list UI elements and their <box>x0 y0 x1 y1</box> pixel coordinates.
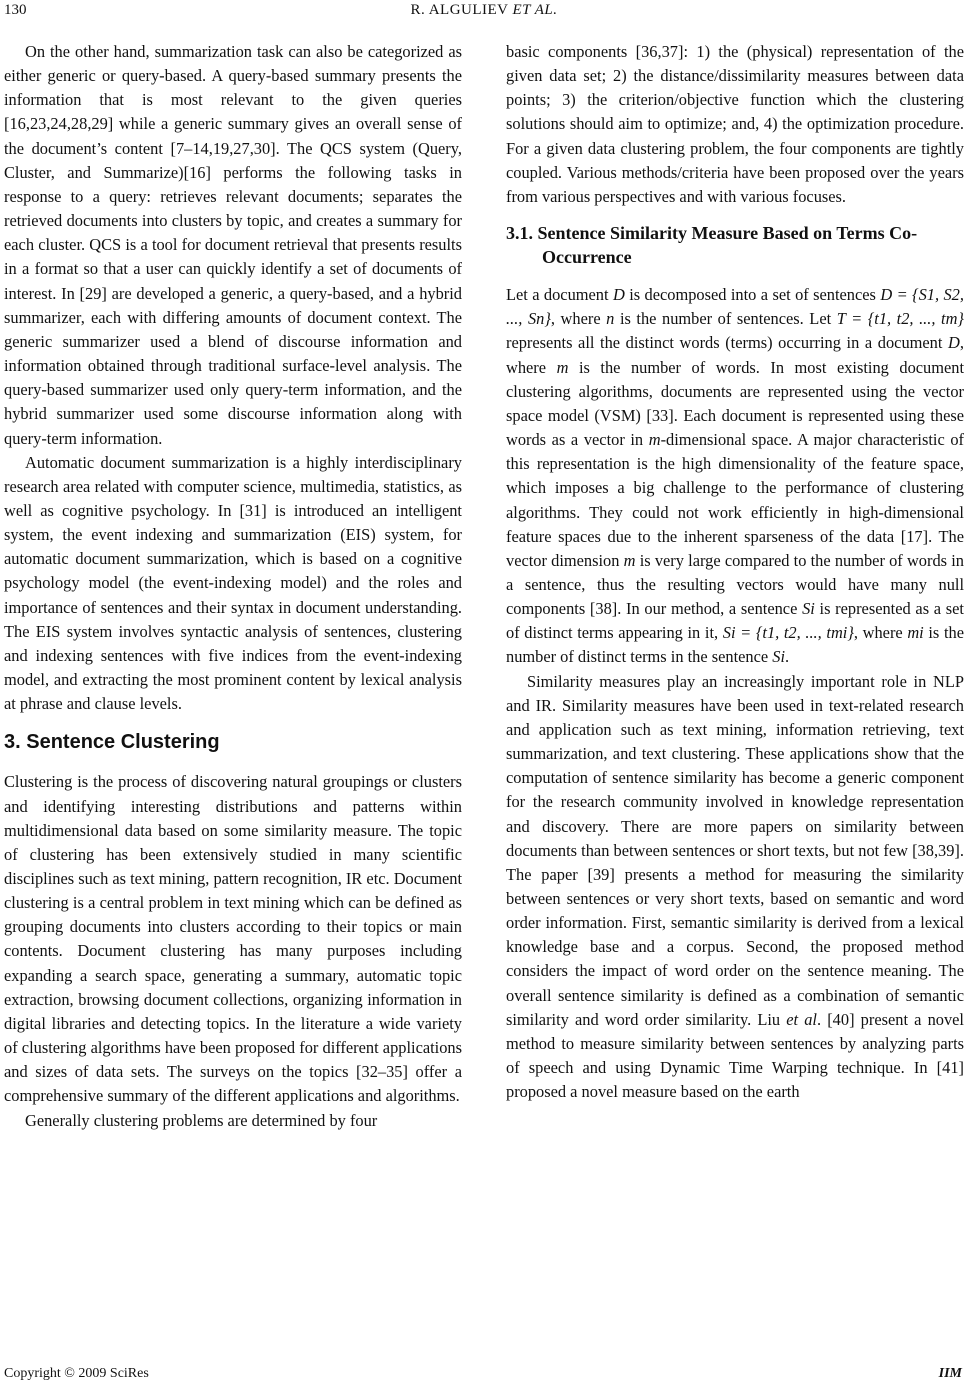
left-column <box>4 40 462 1133</box>
equation: D = {S1, S2, ..., Sn} <box>506 285 964 329</box>
text-run: is the number of words. In most existing document clustering algorithms, documents are represented using the vector space model (VSM) [33]. Each document is represented using these words as a vector in <box>506 357 965 450</box>
math-symbol: D <box>948 333 960 353</box>
page-number: 130 <box>4 2 27 18</box>
equation: T = {t1, t2, ..., tm} <box>836 309 964 329</box>
paragraph: Clustering is the process of discovering natural groupings or clusters and identifying interesting distributions and patterns within multidimensional data based on some similarity measure. The topic of clustering has been extensively studied in many scientific disciplines such as text mining, pattern recognition, IR etc. Document clustering is a central problem in text mining which can be defined as grouping documents into clusters according to their topics or main contents. Document clustering has many purposes including expanding a search space, generating a summary, automatic topic extraction, browsing document collections, organizing information in digital libraries and detecting topics. In the literature a wide variety of clustering algorithms have been proposed for different applications and sizes of data sets. The surveys on the topics [32–35] offer a comprehensive summary of the different applications and algorithms. <box>4 772 462 1106</box>
text-run: represents all the distinct words (terms) occurring in a document <box>506 333 943 353</box>
text-run: . <box>785 647 790 667</box>
text-run: , where <box>853 623 903 643</box>
subsection-heading: 3.1. Sentence Similarity Measure Based on Terms Co-Occurrence <box>506 223 918 268</box>
math-symbol: Si <box>772 647 786 667</box>
text-run: -dimensional space. A major characteristic of this representation is the high dimensionality of the feature space, which imposes a big challenge to the performance of clustering algorithms. They could not work efficiently in high-dimensional feature spaces due to the inherent sparseness of the data [17]. The vector dimension <box>506 430 964 570</box>
math-symbol: n <box>606 309 615 329</box>
paragraph <box>506 670 964 1105</box>
equation: Si = {t1, t2, ..., tmi} <box>722 623 854 643</box>
text-run: is decomposed into a set of sentences <box>629 285 876 305</box>
page-footer <box>4 1366 962 1386</box>
text-run: , where <box>506 333 964 377</box>
text-run-italic: et al <box>786 1009 817 1029</box>
math-symbol: m <box>556 357 569 377</box>
journal-name: IIM <box>938 1366 962 1381</box>
right-column <box>506 40 964 1104</box>
math-symbol: m <box>648 430 661 450</box>
page-header <box>0 0 968 24</box>
paragraph <box>506 283 964 670</box>
text-run: is very large compared to the number of words in a sentence, thus the resulting vectors would have many null components [38]. In our method, a sentence <box>506 550 964 619</box>
paragraph: Automatic document summarization is a highly interdisciplinary research area related with computer science, multimedia, statistics, as well as cognitive psychology. In [31] is introduced an intelligent system, the event indexing and summarization (EIS) system, for automatic document summarization, which is based on a cognitive psychology model (the event-indexing model) and the roles and importance of sentences and their syntax in document understanding. The EIS system involves syntactic analysis of sentences, clustering and indexing sentences with five indices from the event-indexing model, and extracting the most prominent content by lexical analysis at phrase and clause levels. <box>4 452 462 714</box>
running-title <box>0 2 968 19</box>
math-symbol: Si <box>802 599 815 619</box>
paragraph: On the other hand, summarization task can also be categorized as either generic or query-based. A query-based summary presents the information that is most relevant to the given queries [16,23,24,28,29] while a generic summary gives an overall sense of the document’s content [7–14,19,27,30]. The QCS system (Query, Cluster, and Summarize)[16] performs the following tasks in response to a query: retrieves relevant documents; separates the retrieved documents into clusters by topic, and creates a summary for each cluster. QCS is a tool for document retrieval that presents results in a format so that a user can quickly identify a set of documents of interest. In [29] are developed a generic, a query-based, and a hybrid summarizer, each with differing amounts of document context. The generic summarizer used a blend of discourse information and information obtained through traditional surface-level analysis. The query-based summarizer used only query-term information, and the hybrid summarizer used some discourse information along with query-term information. <box>4 42 462 448</box>
math-symbol: m <box>623 550 636 570</box>
running-title-authors: R. ALGULIEV <box>410 2 509 18</box>
paragraph: basic components [36,37]: 1) the (physical) representation of the given data set; 2) the distance/dissimilarity measures between data points; 3) the criterion/objective function which the clustering solutions should aim to optimize; and, 4) the optimization procedure. For a given data clustering problem, the four components are tightly coupled. Various methods/criteria have been proposed over the years from various perspectives and with various focuses. <box>506 42 964 206</box>
section-heading: 3. Sentence Clustering <box>4 731 220 754</box>
paragraph: Generally clustering problems are determined by four <box>25 1110 378 1130</box>
running-title-etal: ET AL. <box>512 2 558 18</box>
text-run: Similarity measures play an increasingly important role in NLP and IR. Similarity measures have been used in text-related research and application such as text mining, information retrieving, text summarization, and text clustering. These applications show that the computation of sentence similarity has become a generic component for the research community involved in knowledge representation and discovery. There are more papers on similarity between documents than between sentences or short texts, but not few [38,39]. The paper [39] presents a method for measuring the similarity between sentences or very short texts, based on semantic and word order information. First, semantic similarity is derived from a lexical knowledge base and a corpus. Second, the proposed method considers the impact of word order on the sentence meaning. The overall sentence similarity is defined as a combination of semantic similarity and word order similarity. Liu <box>506 671 964 1029</box>
text-run: . [40] present a novel method to measure similarity between sentences by analyzing parts of speech and using Dynamic Time Warping technique. In [41] proposed a novel measure based on the earth <box>506 1009 964 1102</box>
text-run: , where <box>550 309 601 329</box>
copyright: Copyright © 2009 SciRes <box>4 1366 149 1381</box>
math-symbol: mi <box>907 623 924 643</box>
text-run: is represented as a set of distinct terms appearing in it, <box>506 599 964 643</box>
math-symbol: D <box>612 285 625 305</box>
text-run: Let a document <box>506 285 609 305</box>
text-run: is the number of sentences. Let <box>619 309 832 329</box>
text-run: is the number of distinct terms in the sentence <box>506 623 964 667</box>
